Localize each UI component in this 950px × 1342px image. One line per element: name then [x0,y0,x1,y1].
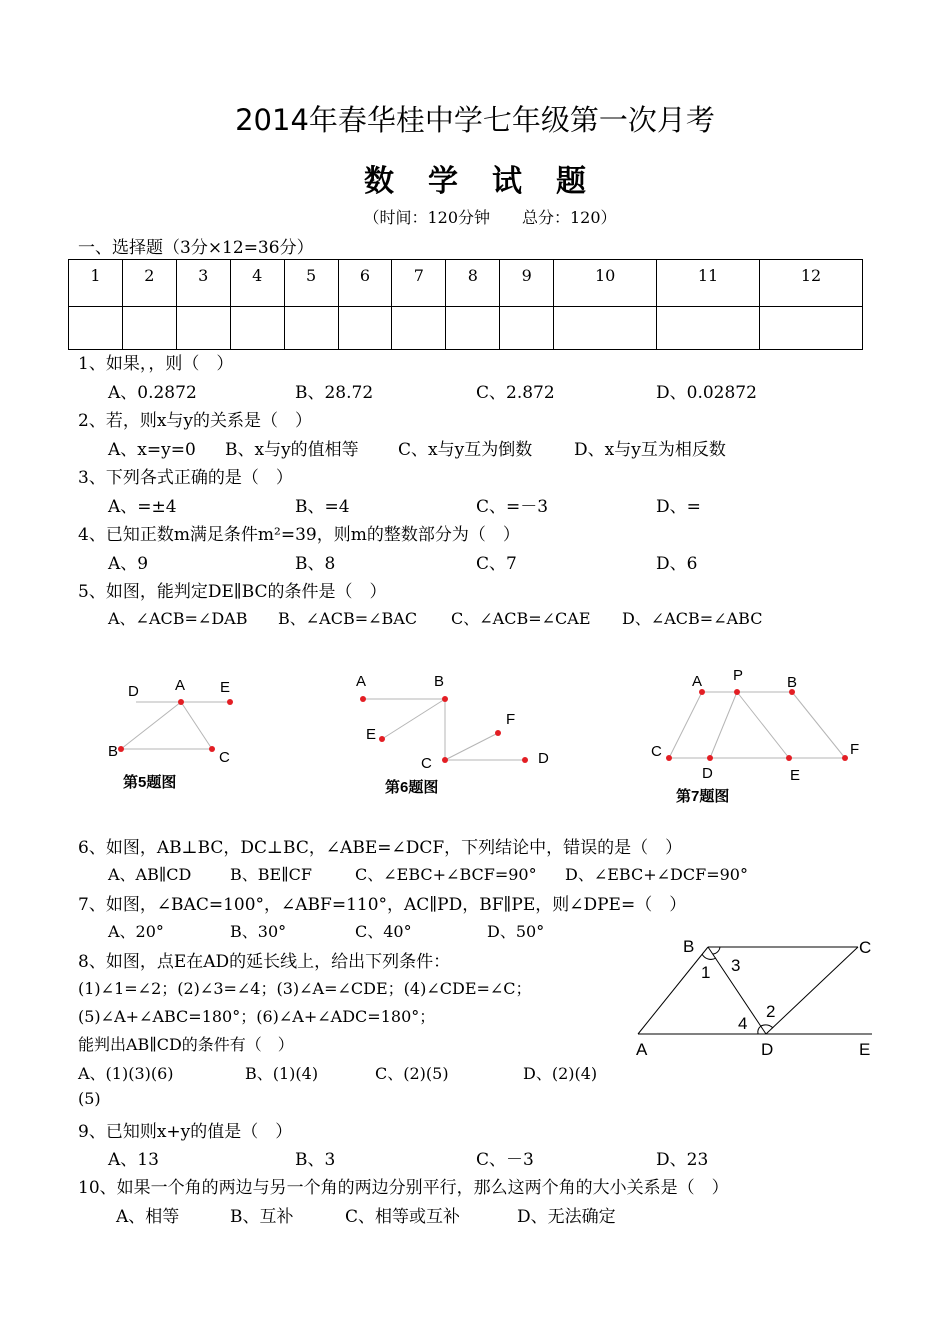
fig5-caption: 第5题图 [123,774,177,791]
subject-title: 数学试题 [364,164,620,199]
fig7-line-pd [710,692,737,758]
answer-col-header: 3 [176,260,230,307]
question-9-option-c: C、－3 [476,1150,534,1170]
answer-table-entry-row [69,307,863,350]
question-8-option-d-continued: (5) [78,1089,101,1108]
fig8-label-e: E [859,1040,871,1059]
question-4-option-c: C、7 [476,554,517,574]
fig7-point-p [734,689,740,695]
fig7-label-c: C [651,743,662,760]
figure-5 [100,670,260,795]
fig8-angle-label-3: 3 [731,956,741,975]
fig8-angle-mark-3 [713,947,720,954]
fig6-label-e: E [366,726,377,743]
fig7-label-p: P [733,667,744,684]
fig7-caption: 第7题图 [676,788,730,805]
fig6-point-d [522,757,528,763]
answer-cell[interactable] [446,307,500,350]
answer-col-header: 5 [284,260,338,307]
answer-col-header: 10 [554,260,657,307]
question-5-option-a: A、∠ACB=∠DAB [108,609,248,628]
question-2-stem: 2、若，则x与y的关系是（ ） [78,411,313,431]
fig7-line-bf [792,692,845,758]
fig6-point-e [379,736,385,742]
fig6-caption: 第6题图 [385,779,439,796]
answer-cell[interactable] [760,307,863,350]
answer-cell[interactable] [69,307,123,350]
fig5-label-a: A [175,677,186,694]
question-7-stem: 7、如图，∠BAC=100°，∠ABF=110°，AC∥PD，BF∥PE，则∠DPE=（ ） [78,895,687,915]
question-9-option-d: D、23 [656,1150,709,1170]
question-4-option-d: D、6 [656,554,698,574]
answer-col-header: 2 [122,260,176,307]
fig5-label-b: B [108,743,119,760]
fig5-point-c [209,746,215,752]
fig6-point-c [442,757,448,763]
question-6-option-c: C、∠EBC+∠BCF=90° [355,865,537,884]
fig8-angle-mark-2 [761,1025,773,1028]
question-10-option-d: D、无法确定 [517,1207,616,1227]
fig5-point-b [118,746,124,752]
answer-cell[interactable] [284,307,338,350]
question-7-option-d: D、50° [487,922,545,941]
fig5-line-ab [121,702,181,749]
answer-table-header-row [69,260,863,307]
fig7-label-a: A [692,673,703,690]
question-3-stem: 3、下列各式正确的是（ ） [78,468,293,488]
question-5-option-d: D、∠ACB=∠ABC [622,609,763,628]
question-5-stem: 5、如图，能判定DE∥BC的条件是（ ） [78,582,387,602]
answer-cell[interactable] [176,307,230,350]
answer-cell[interactable] [392,307,446,350]
section-heading: 一、选择题（3分×12=36分） [78,238,314,258]
question-8-conditions-line-2: (5)∠A+∠ABC=180°；(6)∠A+∠ADC=180°； [78,1007,436,1026]
question-10-stem: 10、如果一个角的两边与另一个角的两边分别平行，那么这两个角的大小关系是（ ） [78,1178,729,1198]
question-7-option-a: A、20° [108,922,164,941]
fig7-label-f: F [850,741,860,758]
question-5-option-b: B、∠ACB=∠BAC [278,609,418,628]
answer-cell[interactable] [657,307,760,350]
question-8-ask: 能判出AB∥CD的条件有（ ） [78,1035,294,1054]
answer-col-header: 9 [500,260,554,307]
fig6-point-f [495,730,501,736]
fig7-point-c [666,755,672,761]
fig7-point-e [786,755,792,761]
figure-8 [628,930,878,1065]
question-3-option-c: C、=－3 [476,497,549,517]
question-3-option-d: D、= [656,497,701,517]
fig5-point-e [227,699,233,705]
question-10-option-b: B、互补 [230,1207,294,1227]
fig8-label-d: D [761,1040,774,1059]
question-2-option-d: D、x与y互为相反数 [574,440,726,460]
question-8-conditions-line-1: (1)∠1=∠2；(2)∠3=∠4；(3)∠A=∠CDE；(4)∠CDE=∠C； [78,979,532,998]
answer-col-header: 4 [230,260,284,307]
question-9-option-b: B、3 [295,1150,336,1170]
fig8-angle-label-4: 4 [738,1014,748,1033]
question-4-stem: 4、已知正数m满足条件m²=39，则m的整数部分为（ ） [78,525,520,545]
question-10-option-c: C、相等或互补 [345,1207,461,1227]
fig8-angle-label-2: 2 [766,1002,776,1021]
question-6-option-a: A、AB∥CD [108,865,192,884]
answer-col-header: 6 [338,260,392,307]
question-5-option-c: C、∠ACB=∠CAE [451,609,591,628]
question-8-option-d: D、(2)(4) [523,1064,598,1083]
fig7-label-b: B [787,674,798,691]
question-2-option-a: A、x=y=0 [108,440,196,460]
answer-cell[interactable] [500,307,554,350]
question-8-option-c: C、(2)(5) [375,1064,449,1083]
question-1-option-d: D、0.02872 [656,383,757,403]
question-1-option-c: C、2.872 [476,383,555,403]
fig8-angle-label-1: 1 [701,963,711,982]
fig6-line-cf [445,733,498,760]
question-7-option-c: C、40° [355,922,412,941]
question-8-option-a: A、(1)(3)(6) [78,1064,174,1083]
answer-cell[interactable] [122,307,176,350]
question-6-stem: 6、如图，AB⊥BC，DC⊥BC，∠ABE=∠DCF，下列结论中，错误的是（ ） [78,838,683,858]
fig7-point-d [707,755,713,761]
question-4-option-a: A、9 [108,554,149,574]
answer-col-header: 7 [392,260,446,307]
figure-6 [345,665,560,800]
fig8-angle-mark-4 [758,1026,761,1034]
answer-col-header: 12 [760,260,863,307]
question-2-option-c: C、x与y互为倒数 [398,440,533,460]
question-2-option-b: B、x与y的值相等 [225,440,359,460]
answer-table [68,259,863,350]
question-1-option-b: B、28.72 [295,383,374,403]
question-6-option-d: D、∠EBC+∠DCF=90° [565,865,748,884]
answer-cell[interactable] [338,307,392,350]
fig6-label-d: D [538,750,549,767]
question-7-option-b: B、30° [230,922,287,941]
question-8-option-b: B、(1)(4) [245,1064,319,1083]
fig8-label-b: B [683,937,695,956]
answer-cell[interactable] [230,307,284,350]
fig7-label-d: D [702,765,713,782]
fig8-line-cd [766,947,858,1034]
fig6-label-f: F [506,711,516,728]
fig6-label-c: C [421,755,432,772]
question-3-option-a: A、=±4 [108,497,177,517]
fig8-label-a: A [636,1040,648,1059]
answer-col-header: 11 [657,260,760,307]
fig5-label-d: D [128,683,139,700]
question-4-option-b: B、8 [295,554,336,574]
fig6-label-b: B [434,673,445,690]
fig7-label-e: E [790,767,801,784]
fig7-line-pe [737,692,789,758]
fig5-label-e: E [220,679,231,696]
fig7-point-f [842,755,848,761]
question-9-stem: 9、已知则x+y的值是（ ） [78,1122,293,1142]
fig6-point-b [442,696,448,702]
fig6-label-a: A [356,673,367,690]
fig8-label-c: C [859,938,872,957]
question-9-option-a: A、13 [108,1150,159,1170]
answer-col-header: 1 [69,260,123,307]
fig6-point-a [360,696,366,702]
question-8-stem: 8、如图，点E在AD的延长线上，给出下列条件： [78,952,451,972]
fig5-point-a [178,699,184,705]
answer-col-header: 8 [446,260,500,307]
answer-cell[interactable] [554,307,657,350]
fig7-line-ac [669,692,702,758]
question-6-option-b: B、BE∥CF [230,865,312,884]
question-1-stem: 1、如果，，则（ ） [78,354,234,374]
exam-meta: （时间：120分钟 总分：120） [363,208,617,227]
fig5-label-c: C [219,749,230,766]
fig5-line-ac [181,702,212,749]
question-10-option-a: A、相等 [116,1207,180,1227]
question-1-option-a: A、0.2872 [108,383,197,403]
figure-7 [645,660,870,808]
fig8-line-ab [638,947,711,1034]
fig6-line-be [382,699,445,739]
page-title: 2014年春华桂中学七年级第一次月考 [235,103,715,137]
question-3-option-b: B、=4 [295,497,350,517]
